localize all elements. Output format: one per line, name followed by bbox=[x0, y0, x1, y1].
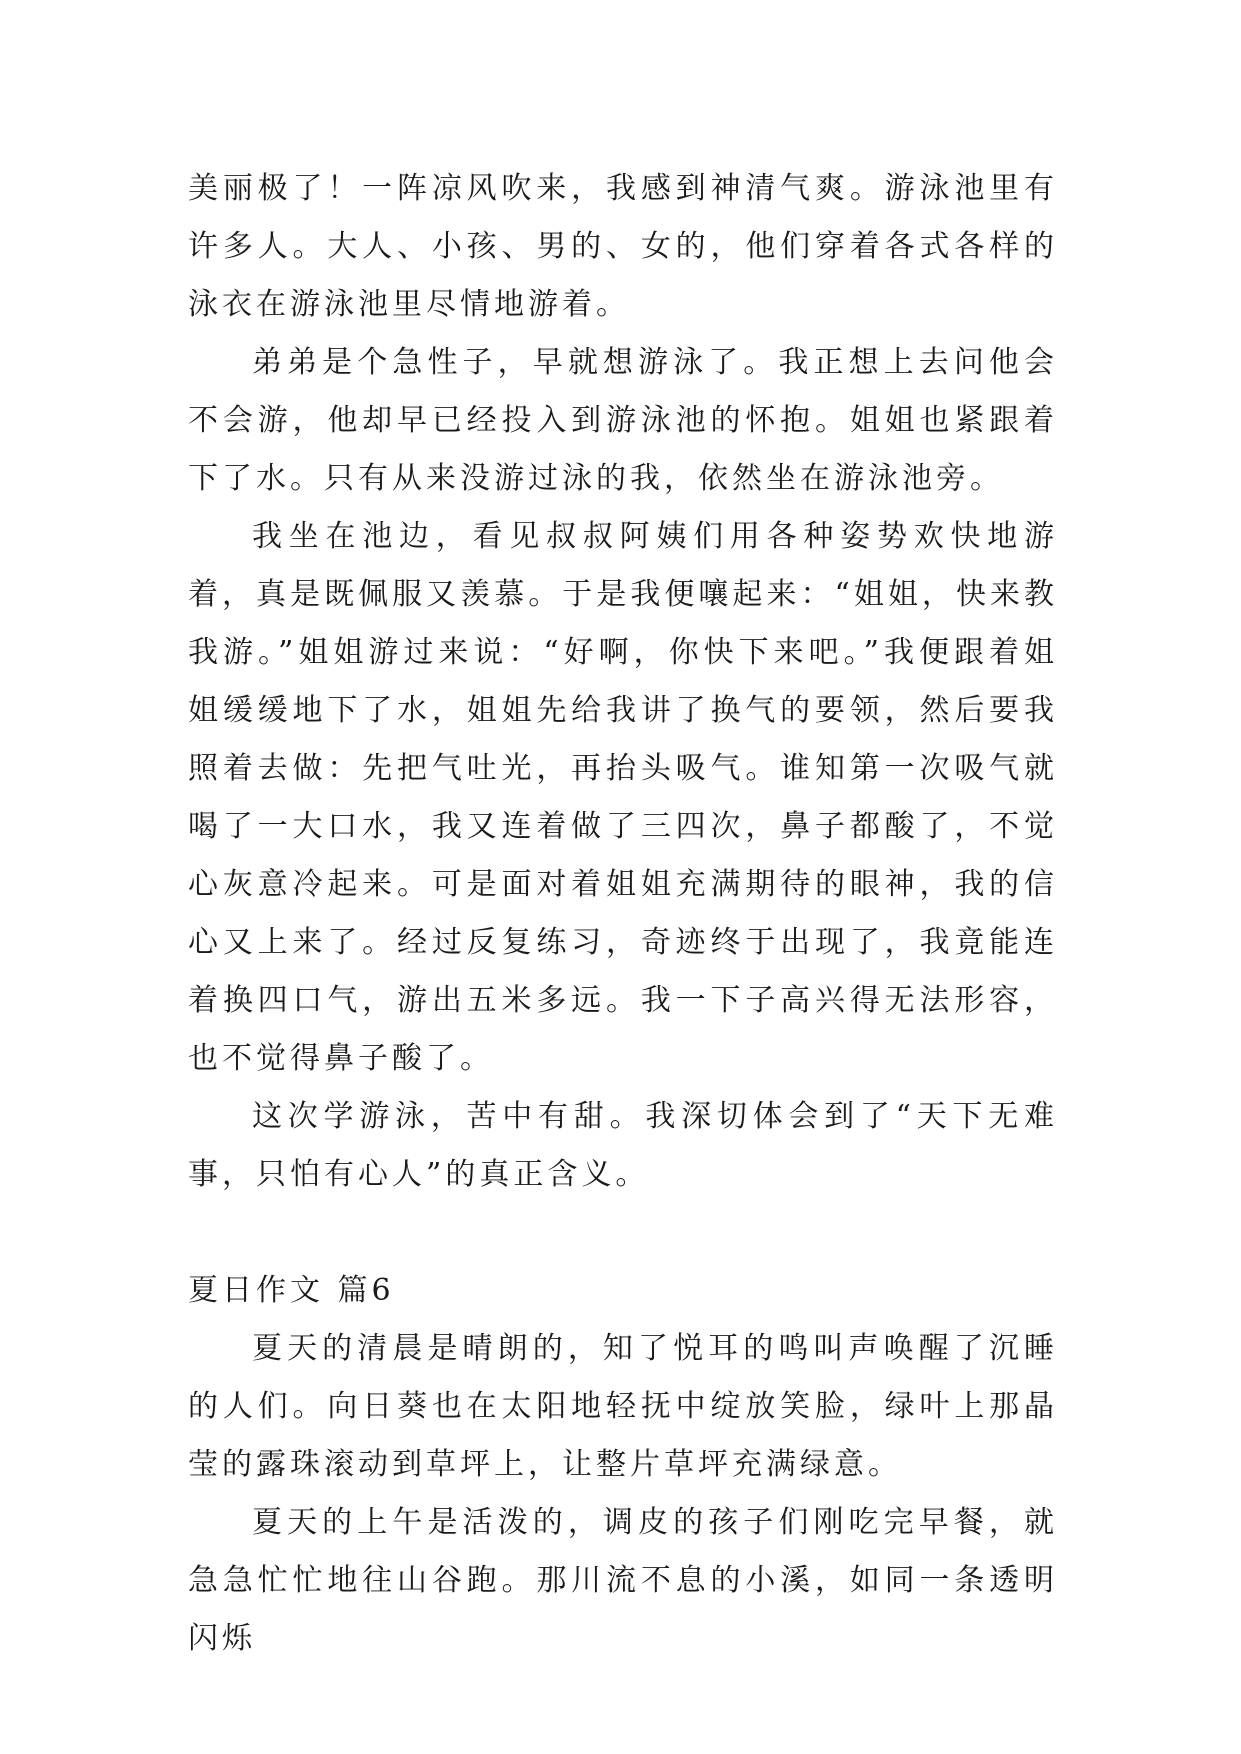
paragraph-continued: 美丽极了！一阵凉风吹来，我感到神清气爽。游泳池里有许多人。大人、小孩、男的、女的，他们穿着各式各样的泳衣在游泳池里尽情地游着。 bbox=[188, 171, 1058, 322]
paragraph: 这次学游泳，苦中有甜。我深切体会到了“天下无难事，只怕有心人”的真正含义。 bbox=[188, 1099, 1058, 1192]
paragraph: 夏天的上午是活泼的，调皮的孩子们刚吃完早餐，就急急忙忙地往山谷跑。那川流不息的小溪，如同一条透明闪烁 bbox=[188, 1505, 1058, 1656]
paragraph: 弟弟是个急性子，早就想游泳了。我正想上去问他会不会游，他却早已经投入到游泳池的怀抱。姐姐也紧跟着下了水。只有从来没游过泳的我，依然坐在游泳池旁。 bbox=[188, 345, 1058, 496]
paragraph: 我坐在池边，看见叔叔阿姨们用各种姿势欢快地游着，真是既佩服又羡慕。于是我便嚷起来：“姐姐，快来教我游。”姐姐游过来说：“好啊，你快下来吧。”我便跟着姐姐缓缓地下了水，姐姐先给我讲了换气的要领，然后要我照着去做：先把气吐光，再抬头吸气。谁知第一次吸气就喝了一大口水，我又连着做了三四次，鼻子都酸了，不觉心灰意冷起来。可是面对着姐姐充满期待的眼神，我的信心又上来了。经过反复练习，奇迹终于出现了，我竟能连着换四口气，游出五米多远。我一下子高兴得无法形容，也不觉得鼻子酸了。 bbox=[188, 519, 1058, 1076]
paragraph: 夏天的清晨是晴朗的，知了悦耳的鸣叫声唤醒了沉睡的人们。向日葵也在太阳地轻抚中绽放笑脸，绿叶上那晶莹的露珠滚动到草坪上，让整片草坪充满绿意。 bbox=[188, 1331, 1058, 1482]
document-body bbox=[188, 160, 1058, 1668]
section-heading: 夏日作文 篇6 bbox=[188, 1273, 395, 1308]
